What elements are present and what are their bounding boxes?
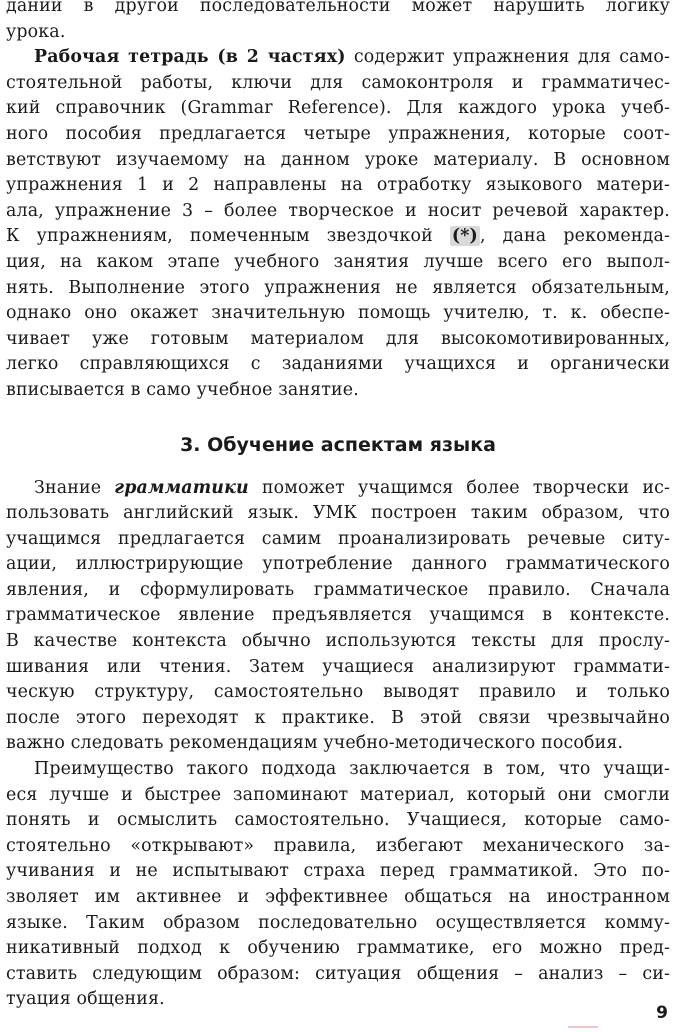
text-line: упражнения 1 и 2 направлены на отработку языкового матери-: [6, 175, 670, 196]
paragraph-workbook: [6, 45, 670, 403]
bold-term: Рабочая тетрадь (в 2 частях): [34, 47, 346, 68]
text-line: стоятельно «открывают» правила, избегают механического за-: [6, 835, 670, 856]
text-line: грамматическое явление предъявляется учащимся в контексте.: [6, 605, 670, 626]
text-fragment: поможет учащимся более творчески ис-: [248, 477, 670, 498]
text-line: вписывается в само учебное занятие.: [6, 379, 359, 400]
text-fragment: Знание: [34, 477, 115, 498]
section-heading: 3. Обучение аспектам языка: [180, 433, 496, 456]
text-line: [6, 45, 670, 71]
text-line: учивания и не испытывают страха перед грамматикой. Это по-: [6, 861, 670, 882]
text-line: [6, 224, 670, 250]
text-line: [6, 757, 670, 783]
text-line: урока.: [6, 21, 66, 42]
text-line: [6, 476, 670, 502]
text-line: ации, иллюстрирующие употребление данного грамматического: [6, 554, 670, 575]
text-line: явления, и сформулировать грамматическое правило. Сначала: [6, 579, 670, 600]
text-line: никативный подход к обучению грамматике, его можно пред-: [6, 938, 670, 959]
text-line: В качестве контекста обычно используются тексты для прослу-: [6, 631, 670, 652]
text-line: легко справляющихся с заданиями учащихся и органически: [6, 354, 670, 375]
text-line: чивает уже готовым материалом для высокомотивированных,: [6, 328, 670, 349]
text-line: ция, на каком этапе учебного занятия лучше всего его выпол-: [6, 251, 670, 272]
text-line: ного пособия предлагается четыре упражнения, которые соот-: [6, 123, 670, 144]
page-number: 9: [656, 1003, 668, 1023]
text-line: ала, упражнение 3 – более творческое и носит речевой характер.: [6, 200, 670, 221]
text-fragment: Преимущество такого подхода заключается в том, что учащи-: [34, 759, 670, 780]
text-line: нять. Выполнение этого упражнения не является обязательным,: [6, 277, 670, 298]
document-page: [6, 0, 670, 1013]
star-marker: (*): [451, 226, 478, 247]
text-line: языке. Таким образом последовательно осуществляется комму-: [6, 912, 670, 933]
text-line: даний в другой последовательности может нарушить логику: [6, 0, 670, 16]
text-line: однако оно окажет значительную помощь учителю, т. к. обеспе-: [6, 303, 670, 324]
text-line: ческую структуру, самостоятельно выводят правило и только: [6, 682, 670, 703]
text-fragment: К упражнениям, помеченным звездочкой: [6, 226, 450, 247]
text-line: важно следовать рекомендациям учебно-методического пособия.: [6, 733, 624, 754]
print-mark: [568, 1026, 598, 1028]
text-line: ставить следующим образом: ситуация общения – анализ – си-: [6, 963, 670, 984]
bold-italic-term: грамматики: [114, 477, 249, 498]
text-line: еся лучше и быстрее запоминают материал, который они смогли: [6, 784, 670, 805]
text-fragment: содержит упражнения для само-: [345, 47, 671, 68]
paragraph-advantage: [6, 757, 670, 1013]
text-line: шивания или чтения. Затем учащиеся анализируют граммати-: [6, 656, 670, 677]
text-line: кий справочник (Grammar Reference). Для каждого урока учеб-: [6, 98, 670, 119]
paragraph-continuation: [6, 0, 670, 45]
text-fragment: , дана рекоменда-: [479, 226, 670, 247]
text-line: учащимся предлагается самим проанализировать речевые ситу-: [6, 528, 670, 549]
text-line: пользовать английский язык. УМК построен таким образом, что: [6, 503, 670, 524]
text-line: зволяет им активнее и эффективнее общаться на иностранном: [6, 887, 670, 907]
text-line: понять и осмыслить самостоятельно. Учащиеся, которые само-: [6, 810, 670, 831]
text-line: стоятельной работы, ключи для самоконтроля и грамматичес-: [6, 72, 670, 93]
text-line: ветствуют изучаемому на данном уроке материалу. В основном: [6, 149, 670, 170]
paragraph-grammar: [6, 476, 670, 758]
text-line: туация общения.: [6, 989, 165, 1010]
text-line: после этого переходят к практике. В этой связи чрезвычайно: [6, 707, 670, 728]
